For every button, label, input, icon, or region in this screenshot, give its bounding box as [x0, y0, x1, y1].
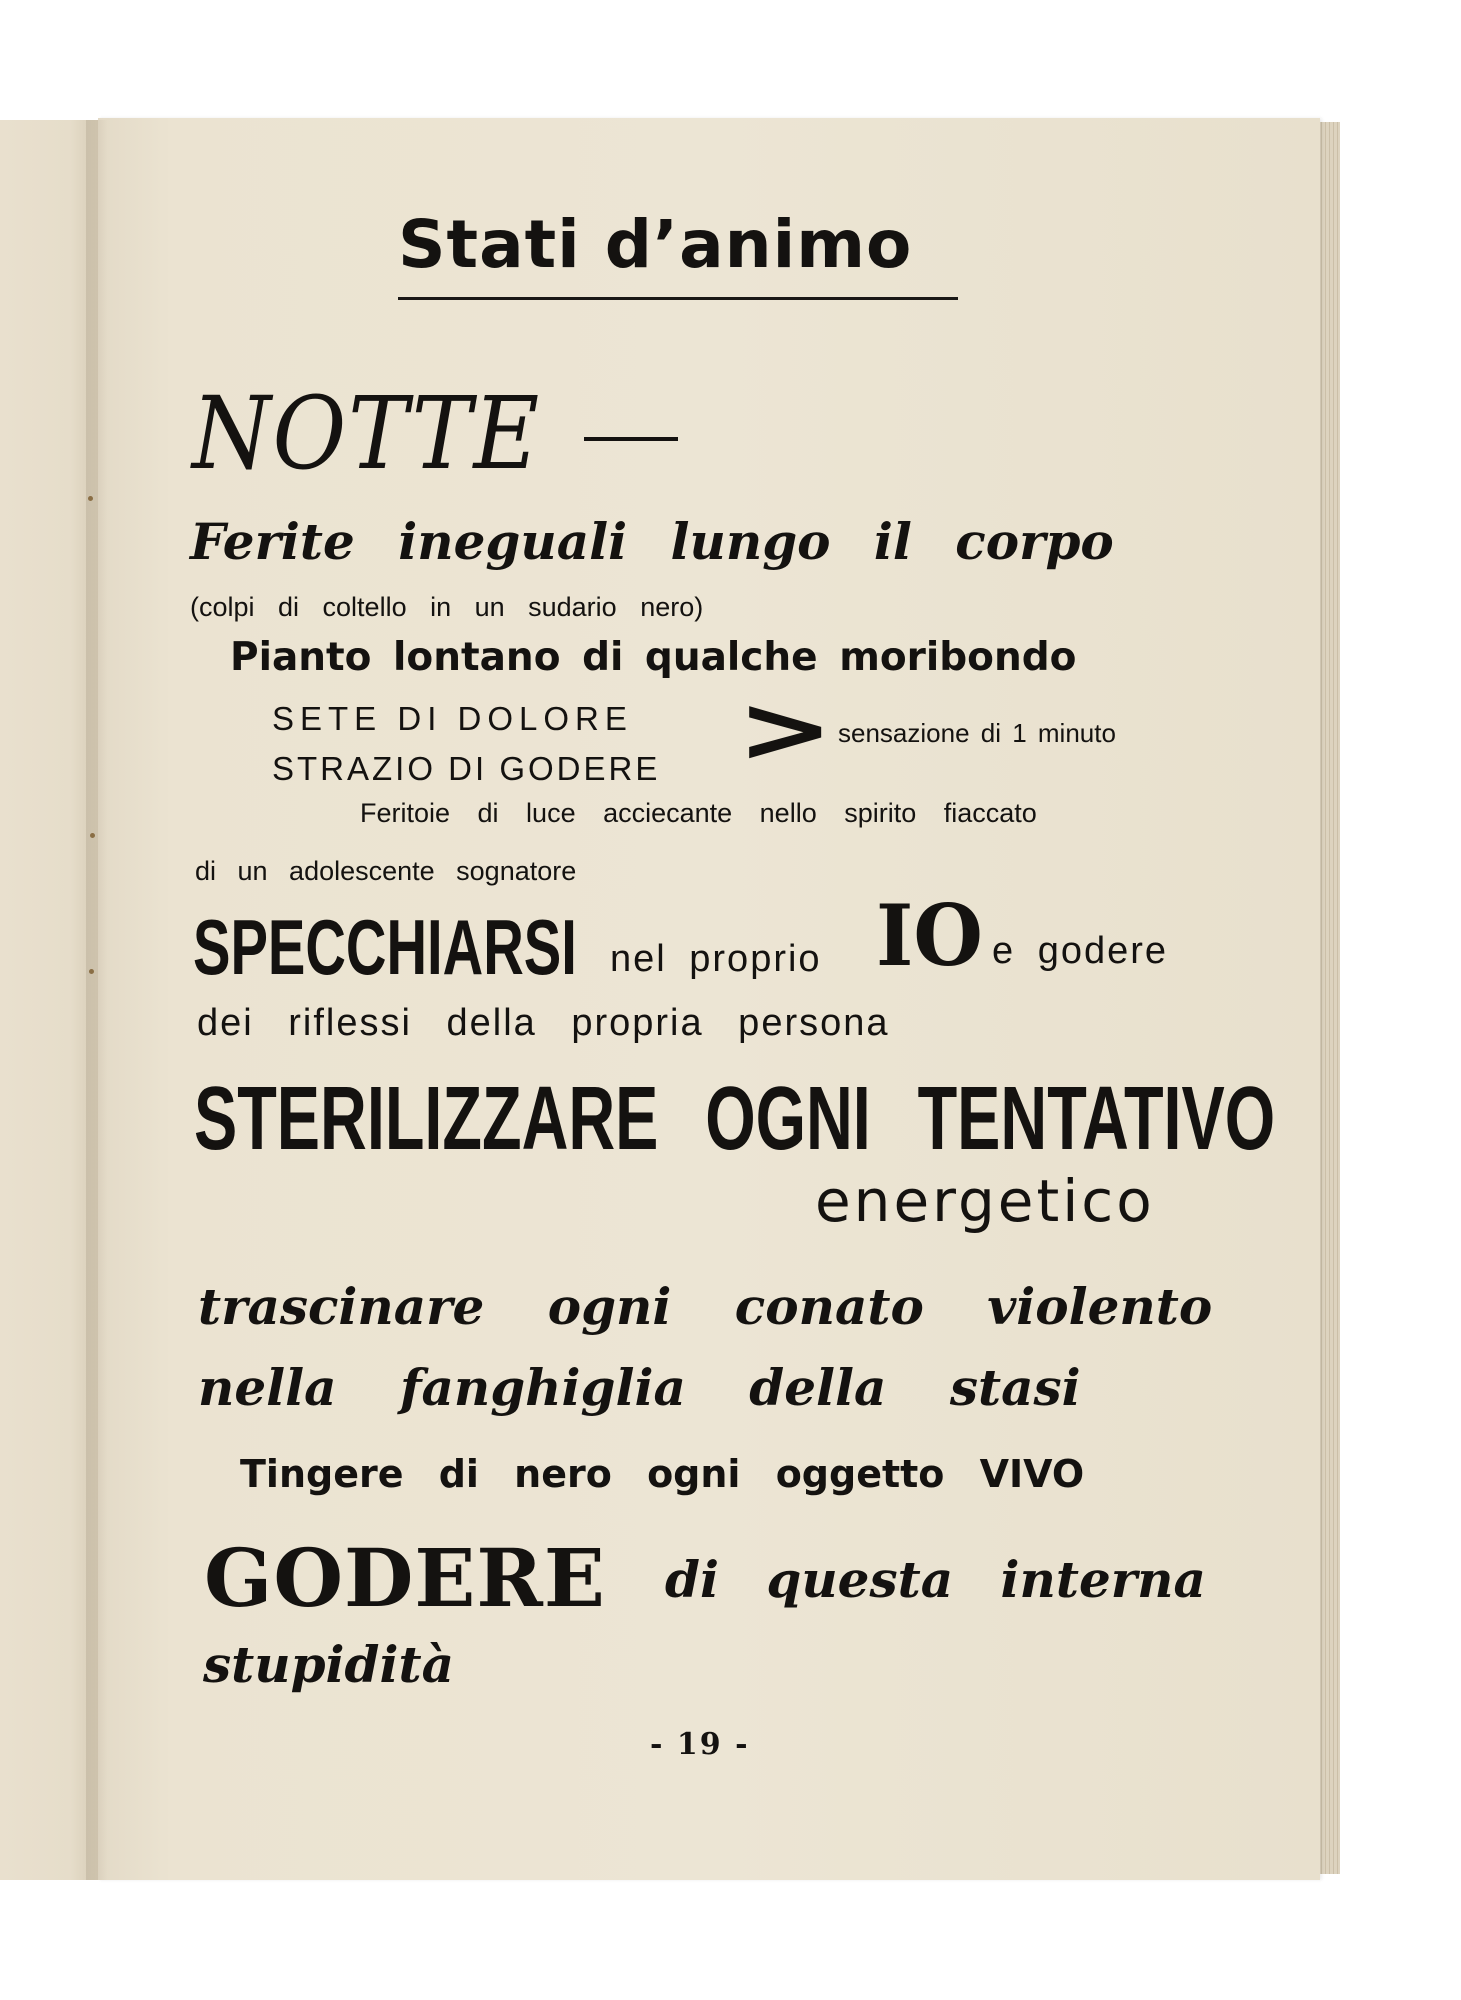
words-di-questa-interna: di questa interna: [665, 1550, 1206, 1609]
page-number: - 19 -: [650, 1727, 750, 1762]
word-godere: GODERE: [204, 1531, 606, 1625]
line-ferite: Ferite ineguali lungo il corpo: [190, 512, 1114, 571]
line-feritoie: Feritoie di luce acciecante nello spirito fiaccato: [360, 798, 1037, 828]
line-adolescente: di un adolescente sognatore: [195, 856, 577, 886]
line-dei-riflessi: dei riflessi della propria persona: [197, 1002, 890, 1044]
line-strazio-di-godere: STRAZIO DI GODERE: [272, 750, 661, 787]
heading-notte: NOTTE: [192, 375, 541, 492]
words-e-godere: e godere: [992, 930, 1169, 972]
line-pianto: Pianto lontano di qualche moribondo: [230, 635, 1077, 680]
line-nella-fanghiglia: nella fanghiglia della stasi: [198, 1358, 1081, 1417]
em-dash: [584, 437, 678, 441]
word-io: IO: [876, 886, 983, 985]
title-underline: [398, 297, 958, 300]
word-energetico: energetico: [815, 1167, 1155, 1235]
line-tingere: Tingere di nero ogni oggetto VIVO: [240, 1452, 1085, 1496]
line-sete-di-dolore: SETE DI DOLORE: [272, 700, 633, 737]
words-nel-proprio: nel proprio: [610, 938, 822, 980]
word-specchiarsi: SPECCHIARSI: [193, 903, 577, 991]
page-title: Stati d’animo: [398, 206, 913, 283]
line-trascinare: trascinare ogni conato violento: [198, 1277, 1213, 1336]
line-colpi: (colpi di coltello in un sudario nero): [190, 592, 704, 622]
greater-than-glyph: >: [737, 676, 834, 783]
word-stupidita: stupidità: [203, 1635, 455, 1694]
line-sterilizzare: STERILIZZARE OGNI TENTATIVO: [194, 1069, 1276, 1169]
line-sensazione: sensazione di 1 minuto: [838, 718, 1116, 748]
